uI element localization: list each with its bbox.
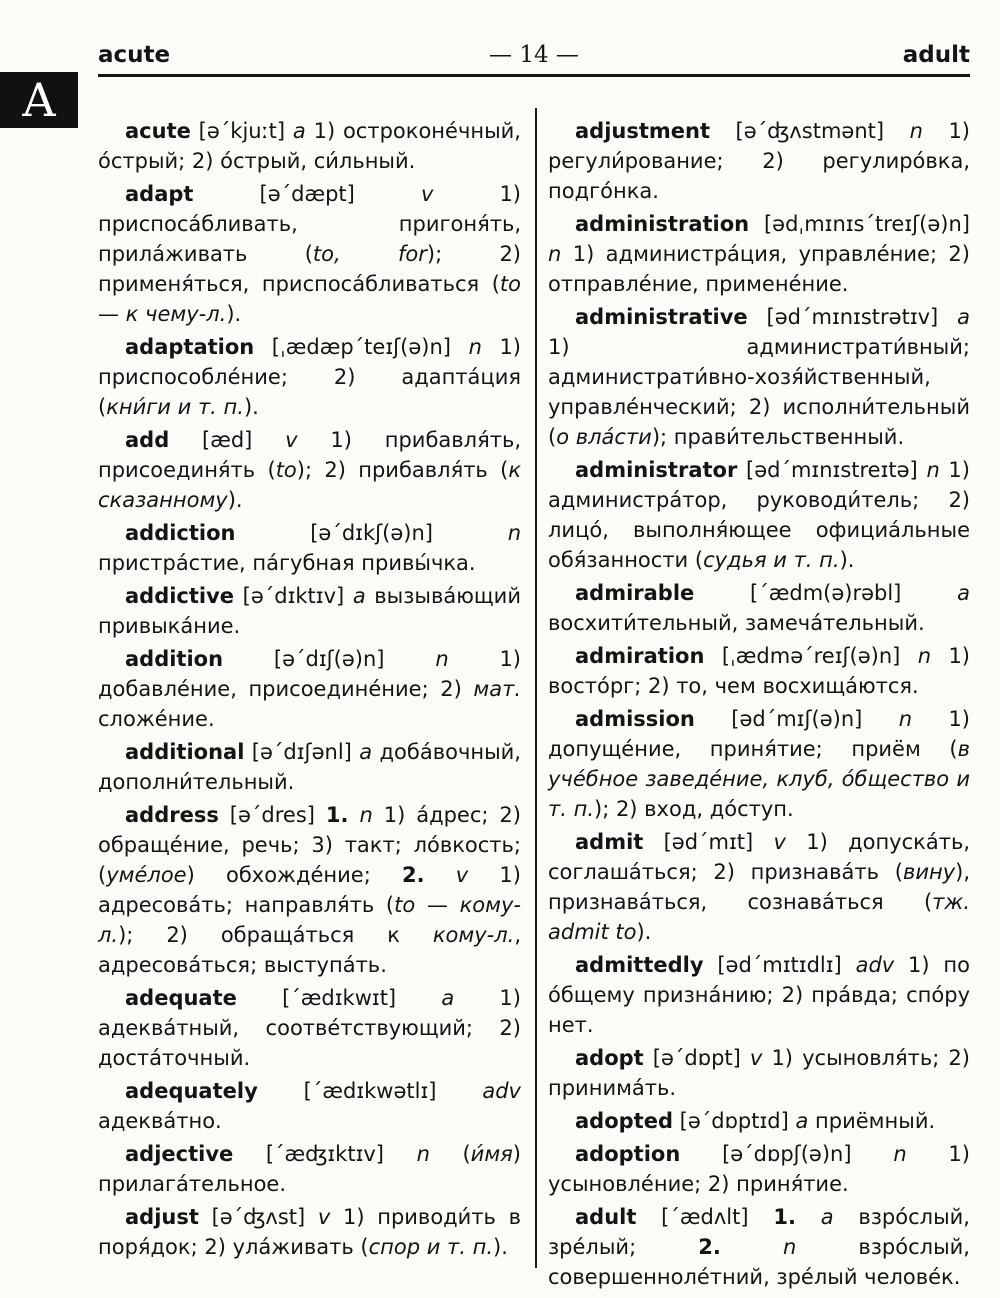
transcription: [΄ædm(ə)rəbl] [694, 581, 958, 605]
grammar-label: вину [902, 860, 956, 884]
grammar-label: v [773, 830, 786, 854]
definition-text: доба́вочный, дополни́тельный. [98, 740, 521, 794]
dictionary-entry [548, 209, 970, 299]
transcription: [æd] [169, 428, 286, 452]
grammar-label: a [957, 581, 970, 605]
grammar-label: n [416, 1142, 430, 1166]
definition-text: 1) администра́ция, управле́ние; 2) отправле́ние, примене́ние. [548, 242, 970, 296]
running-header [98, 42, 970, 72]
transcription: [ə΄dɒpt] [643, 1046, 750, 1070]
headword: adapt [125, 182, 194, 206]
grammar-label: кни́ги и т. п. [106, 395, 244, 419]
dictionary-entry [548, 1043, 970, 1103]
grammar-label: n [893, 1142, 907, 1166]
grammar-label: n [359, 803, 373, 827]
dictionary-entry [98, 518, 521, 578]
definition-text: 1) а́дрес; 2) обраще́ние, речь; 3) такт; ло́вкость; ( [98, 803, 521, 887]
transcription: [ə΄dɪkʃ(ə)n] [235, 521, 508, 545]
dictionary-entry [548, 827, 970, 947]
headword: adoption [575, 1142, 681, 1166]
transcription: [ə΄ʤʌstmənt] [710, 119, 910, 143]
dictionary-entry [98, 1139, 521, 1199]
transcription: [ə΄dɪʃənl] [244, 740, 360, 764]
headword: admission [575, 707, 695, 731]
right-column [548, 116, 970, 1295]
headword: administrator [575, 458, 738, 482]
dictionary-entry [548, 116, 970, 206]
transcription: [ə΄dɒptɪd] [672, 1109, 796, 1133]
definition-text: ); 2) прибавля́ть ( [296, 458, 509, 482]
grammar-label: a [820, 1205, 834, 1229]
transcription: [əd΄mɪnɪstrətɪv] [747, 305, 958, 329]
grammar-label: кому-л. [432, 923, 515, 947]
definition-text: , адресова́ться; выступа́ть. [98, 923, 521, 977]
definition-text: 1) усыновле́ние; 2) приня́тие. [548, 1142, 970, 1196]
grammar-label: a [359, 740, 373, 764]
grammar-label: n [548, 242, 562, 266]
grammar-label: в уче́бное заведе́ние, клуб, о́бщество и т. п. [548, 737, 970, 821]
dictionary-entry [548, 1139, 970, 1199]
headword: admiration [575, 644, 705, 668]
column-divider [535, 108, 537, 1268]
dictionary-entry [98, 581, 521, 641]
section-letter-tab: A [0, 72, 78, 128]
grammar-label: n [898, 707, 913, 731]
header-first-word: acute [98, 42, 171, 68]
grammar-label: a [441, 986, 455, 1010]
transcription: [΄ædɪkwətlɪ] [257, 1079, 483, 1103]
definition-text: 1) по о́бщему призна́нию; 2) пра́вда; спо́ру нет. [548, 953, 970, 1037]
definition-text: ). [226, 302, 242, 326]
grammar-label: уме́лое [106, 863, 187, 887]
left-column [98, 116, 521, 1265]
transcription: [əd΄mɪʃ(ə)n] [694, 707, 899, 731]
definition-text: взро́слый, совершенноле́тний, зре́лый челове́к. [548, 1235, 970, 1289]
dictionary-entry [98, 332, 521, 422]
transcription: [ə΄dres] [218, 803, 326, 827]
grammar-label: и́мя [470, 1142, 513, 1166]
grammar-label: n [917, 644, 932, 668]
grammar-label: v [749, 1046, 763, 1070]
definition-text: восхити́тельный, замеча́тельный. [548, 611, 925, 635]
dictionary-entry [98, 800, 521, 980]
definition-text: ); 2) применя́ться, приспоса́бливаться ( [98, 242, 522, 296]
definition-text: адеква́тно. [98, 1109, 222, 1133]
headword: admirable [575, 581, 695, 605]
dictionary-entry [98, 983, 521, 1073]
definition-text: вызыва́ющий привыка́ние. [98, 584, 521, 638]
grammar-label: adv [482, 1079, 521, 1103]
dictionary-entry [548, 704, 970, 824]
definition-text: ( [429, 1142, 471, 1166]
transcription: [ˌædmə΄reɪʃ(ə)n] [704, 644, 918, 668]
definition-text: ) прилага́тельное. [98, 1142, 521, 1196]
headword: adjective [125, 1142, 234, 1166]
definition-text: ). [227, 488, 243, 512]
headword: 1. [773, 1205, 796, 1229]
header-last-word: adult [902, 42, 970, 68]
grammar-label: a [292, 119, 306, 143]
definition-text: 1) приводи́ть в поря́док; 2) ула́живать ( [98, 1205, 521, 1259]
definition-text: 1) приспособле́ние; 2) адапта́ция ( [98, 335, 521, 419]
headword: 1. [325, 803, 349, 827]
grammar-label: v [285, 428, 298, 452]
headword: acute [125, 119, 191, 143]
dictionary-entry [98, 737, 521, 797]
headword: admit [575, 830, 644, 854]
dictionary-entry [98, 425, 521, 515]
grammar-label: to — кому-л. [98, 893, 522, 947]
headword: adjustment [575, 119, 711, 143]
grammar-label: n [435, 647, 449, 671]
grammar-label: судья и т. п. [703, 548, 840, 572]
headword: additional [125, 740, 245, 764]
headword: address [125, 803, 219, 827]
definition-text: сложе́ние. [98, 707, 215, 731]
definition-text [349, 803, 360, 827]
grammar-label: n [468, 335, 482, 359]
dictionary-entry [548, 578, 970, 638]
definition-text: 1) остроконе́чный, о́стрый; 2) о́стрый, си́льный. [98, 119, 521, 173]
grammar-label: a [352, 584, 366, 608]
definition-text: 1) восто́рг; 2) то, чем восхища́ются. [548, 644, 970, 698]
headword: administrative [575, 305, 748, 329]
dictionary-entry [548, 641, 970, 701]
header-rule [98, 74, 970, 77]
grammar-label: спор и т. п. [368, 1235, 494, 1259]
definition-text: ). [839, 548, 855, 572]
definition-text [796, 1205, 821, 1229]
transcription: [΄ædɪkwɪt] [236, 986, 442, 1010]
grammar-label: мат. [473, 677, 521, 701]
transcription: [əd΄mɪtɪdlɪ] [703, 953, 856, 977]
definition-text: 1) допуска́ть, соглаша́ться; 2) признава́ть ( [548, 830, 970, 884]
headword: 2. [698, 1235, 721, 1259]
definition-text: приёмный. [808, 1109, 936, 1133]
definition-text: 1) адеква́тный, соотве́тствующий; 2) доста́точный. [98, 986, 521, 1070]
dictionary-entry [98, 116, 521, 176]
dictionary-entry [548, 1106, 970, 1136]
definition-text: 1) адресова́ть; направля́ть ( [98, 863, 521, 917]
headword: adopt [575, 1046, 644, 1070]
transcription: [ə΄ʤʌst] [198, 1205, 318, 1229]
grammar-label: v [317, 1205, 331, 1229]
grammar-label: to [275, 458, 297, 482]
definition-text: 1) администра́тор, руководи́тель; 2) лицо́, выполня́ющее официа́льные обя́занности ( [548, 458, 970, 572]
transcription: [ə΄dæpt] [193, 182, 421, 206]
headword: add [125, 428, 170, 452]
definition-text: 1) добавле́ние, присоедине́ние; 2) [98, 647, 521, 701]
grammar-label: к сказанному [98, 458, 522, 512]
grammar-label: v [455, 863, 469, 887]
transcription: [ə΄dɒpʃ(ə)n] [680, 1142, 894, 1166]
grammar-label: n [926, 458, 940, 482]
dictionary-entry [98, 1202, 521, 1262]
headword: administration [575, 212, 750, 236]
definition-text: 1) администрати́вный; администрати́вно-хозя́йственный, управле́нческий; 2) исполни́тельный ( [548, 335, 970, 449]
transcription: [əd΄mɪnɪstreɪtə] [737, 458, 927, 482]
grammar-label: о вла́сти [556, 425, 652, 449]
headword: adequately [125, 1079, 258, 1103]
grammar-label: n [507, 521, 521, 545]
grammar-label: to, for [312, 242, 427, 266]
headword: addictive [125, 584, 235, 608]
dictionary-entry [98, 644, 521, 734]
grammar-label: a [795, 1109, 809, 1133]
grammar-label: тж. admit to [548, 890, 970, 944]
transcription: [ˌædæp΄teɪʃ(ə)n] [254, 335, 469, 359]
transcription: [ə΄kjuːt] [190, 119, 293, 143]
headword: addiction [125, 521, 236, 545]
headword: addition [125, 647, 224, 671]
definition-text: 1) допуще́ние, приня́тие; приём ( [548, 707, 970, 761]
grammar-label: to — к чему-л. [98, 272, 521, 326]
dictionary-entry [98, 179, 521, 329]
page-number: — 14 — [489, 42, 579, 68]
transcription: [΄æʤɪktɪv] [233, 1142, 417, 1166]
definition-text: ) обхожде́ние; [186, 863, 402, 887]
dictionary-entry [548, 950, 970, 1040]
definition-text: ); 2) обраща́ться к [118, 923, 433, 947]
definition-text [425, 863, 456, 887]
definition-text: 1) прибавля́ть, присоединя́ть ( [98, 428, 521, 482]
definition-text: ). [636, 920, 652, 944]
dictionary-entry [548, 455, 970, 575]
grammar-label: v [420, 182, 434, 206]
definition-text: взро́слый, зре́лый; [548, 1205, 970, 1259]
definition-text: 1) приспоса́бливать, пригоня́ть, прила́живать ( [98, 182, 522, 266]
transcription: [΄ædʌlt] [636, 1205, 774, 1229]
headword: 2. [402, 863, 425, 887]
transcription: [ə΄dɪʃ(ə)n] [223, 647, 436, 671]
grammar-label: n [909, 119, 923, 143]
dictionary-entry [548, 302, 970, 452]
headword: admittedly [575, 953, 704, 977]
transcription: [ə΄dɪktɪv] [234, 584, 353, 608]
headword: adaptation [125, 335, 255, 359]
headword: adult [575, 1205, 637, 1229]
grammar-label: adv [855, 953, 895, 977]
definition-text: ); прави́тельственный. [651, 425, 905, 449]
dictionary-entry [548, 1202, 970, 1292]
headword: adjust [125, 1205, 199, 1229]
definition-text: 1) усыновля́ть; 2) принима́ть. [548, 1046, 970, 1100]
definition-text [721, 1235, 783, 1259]
grammar-label: a [957, 305, 970, 329]
definition-text: 1) регули́рование; 2) регулиро́вка, подго́нка. [548, 119, 970, 203]
definition-text: ). [243, 395, 259, 419]
transcription: [ədˌmɪnɪs΄treɪʃ(ə)n] [749, 212, 970, 236]
headword: adopted [575, 1109, 673, 1133]
grammar-label: n [782, 1235, 797, 1259]
definition-text: ). [493, 1235, 508, 1259]
definition-text: ); 2) вход, до́ступ. [594, 797, 794, 821]
definition-text: пристра́стие, па́губная привы́чка. [98, 551, 476, 575]
dictionary-entry [98, 1076, 521, 1136]
headword: adequate [125, 986, 237, 1010]
transcription: [əd΄mɪt] [643, 830, 774, 854]
definition-text: ), признава́ться, сознава́ться ( [548, 860, 970, 914]
